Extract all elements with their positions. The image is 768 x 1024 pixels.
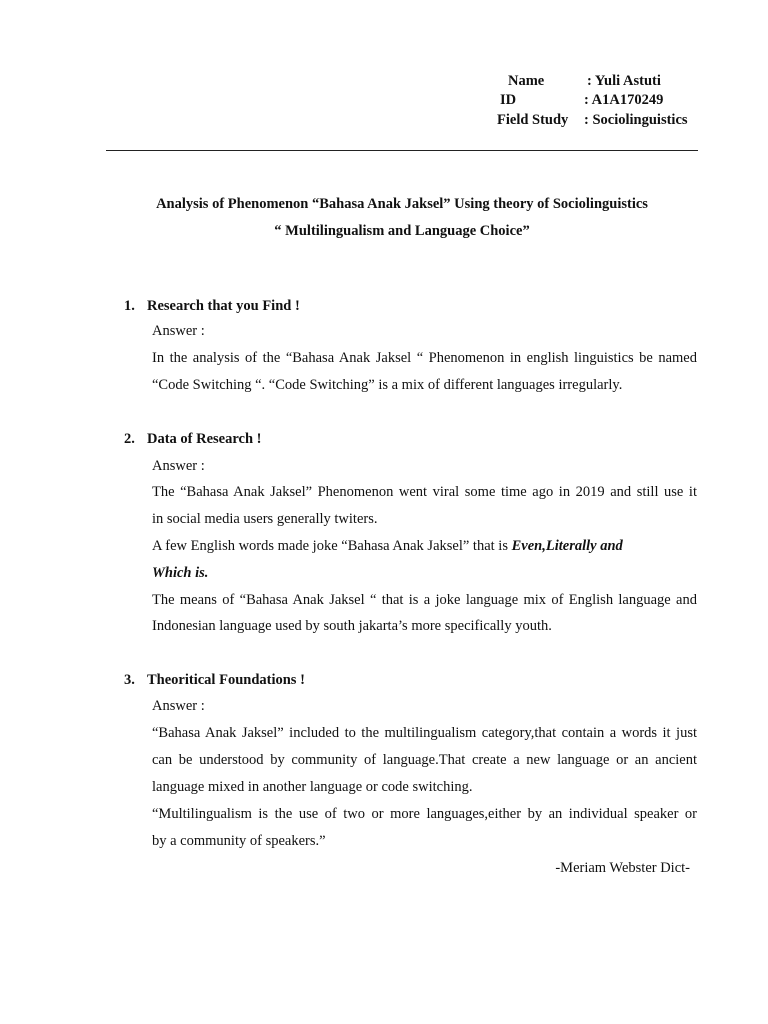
- quote-line: by a community of speakers.”: [152, 833, 326, 849]
- title-line-2: “ Multilingualism and Language Choice”: [274, 223, 530, 239]
- section-number: 2.: [124, 431, 135, 447]
- field-study-value: : Sociolinguistics: [584, 112, 688, 128]
- section-number: 3.: [124, 672, 135, 688]
- answer-label: Answer :: [152, 698, 205, 714]
- paragraph-line: Indonesian language used by south jakarta’s more specifically youth.: [152, 618, 552, 634]
- paragraph-line: In the analysis of the “Bahasa Anak Jaksel “ Phenomenon in english linguistics be named: [152, 350, 697, 366]
- section-heading-1: [124, 297, 300, 315]
- emphasized-words-continued: Which is.: [152, 565, 209, 581]
- field-study-label: Field Study: [497, 112, 569, 128]
- title-line-1: Analysis of Phenomenon “Bahasa Anak Jaksel” Using theory of Sociolinguistics: [156, 196, 648, 212]
- section-title: Theoritical Foundations !: [147, 672, 305, 688]
- emphasized-words: Even,Literally and: [511, 538, 623, 554]
- paragraph-line: language mixed in another language or code switching.: [152, 779, 473, 795]
- name-value: : Yuli Astuti: [587, 73, 661, 89]
- paragraph-line: “Bahasa Anak Jaksel” included to the multilingualism category,that contain a words it just: [152, 725, 697, 741]
- paragraph-line: “Code Switching “. “Code Switching” is a mix of different languages irregularly.: [152, 377, 623, 393]
- paragraph-text: A few English words made joke “Bahasa Anak Jaksel” that is: [152, 538, 512, 554]
- section-heading-2: [124, 430, 262, 448]
- section-title: Research that you Find !: [147, 298, 300, 314]
- answer-label: Answer :: [152, 323, 205, 339]
- paragraph-line: in social media users generally twiters.: [152, 511, 378, 527]
- section-number: 1.: [124, 298, 135, 314]
- paragraph-line: The means of “Bahasa Anak Jaksel “ that is a joke language mix of English language and: [152, 592, 697, 608]
- answer-label: Answer :: [152, 458, 205, 474]
- header-divider: [106, 150, 698, 151]
- paragraph-line: [152, 537, 623, 555]
- section-title: Data of Research !: [147, 431, 262, 447]
- name-label: Name: [508, 73, 545, 89]
- quote-line: “Multilingualism is the use of two or more languages,either by an individual speaker or: [152, 806, 697, 822]
- paragraph-line: The “Bahasa Anak Jaksel” Phenomenon went viral some time ago in 2019 and still use it: [152, 484, 697, 500]
- paragraph-line: can be understood by community of language.That create a new language or an ancient: [152, 752, 697, 768]
- citation: -Meriam Webster Dict-: [555, 860, 690, 876]
- id-label: ID: [500, 92, 517, 108]
- id-value: : A1A170249: [584, 92, 664, 108]
- section-heading-3: [124, 671, 305, 689]
